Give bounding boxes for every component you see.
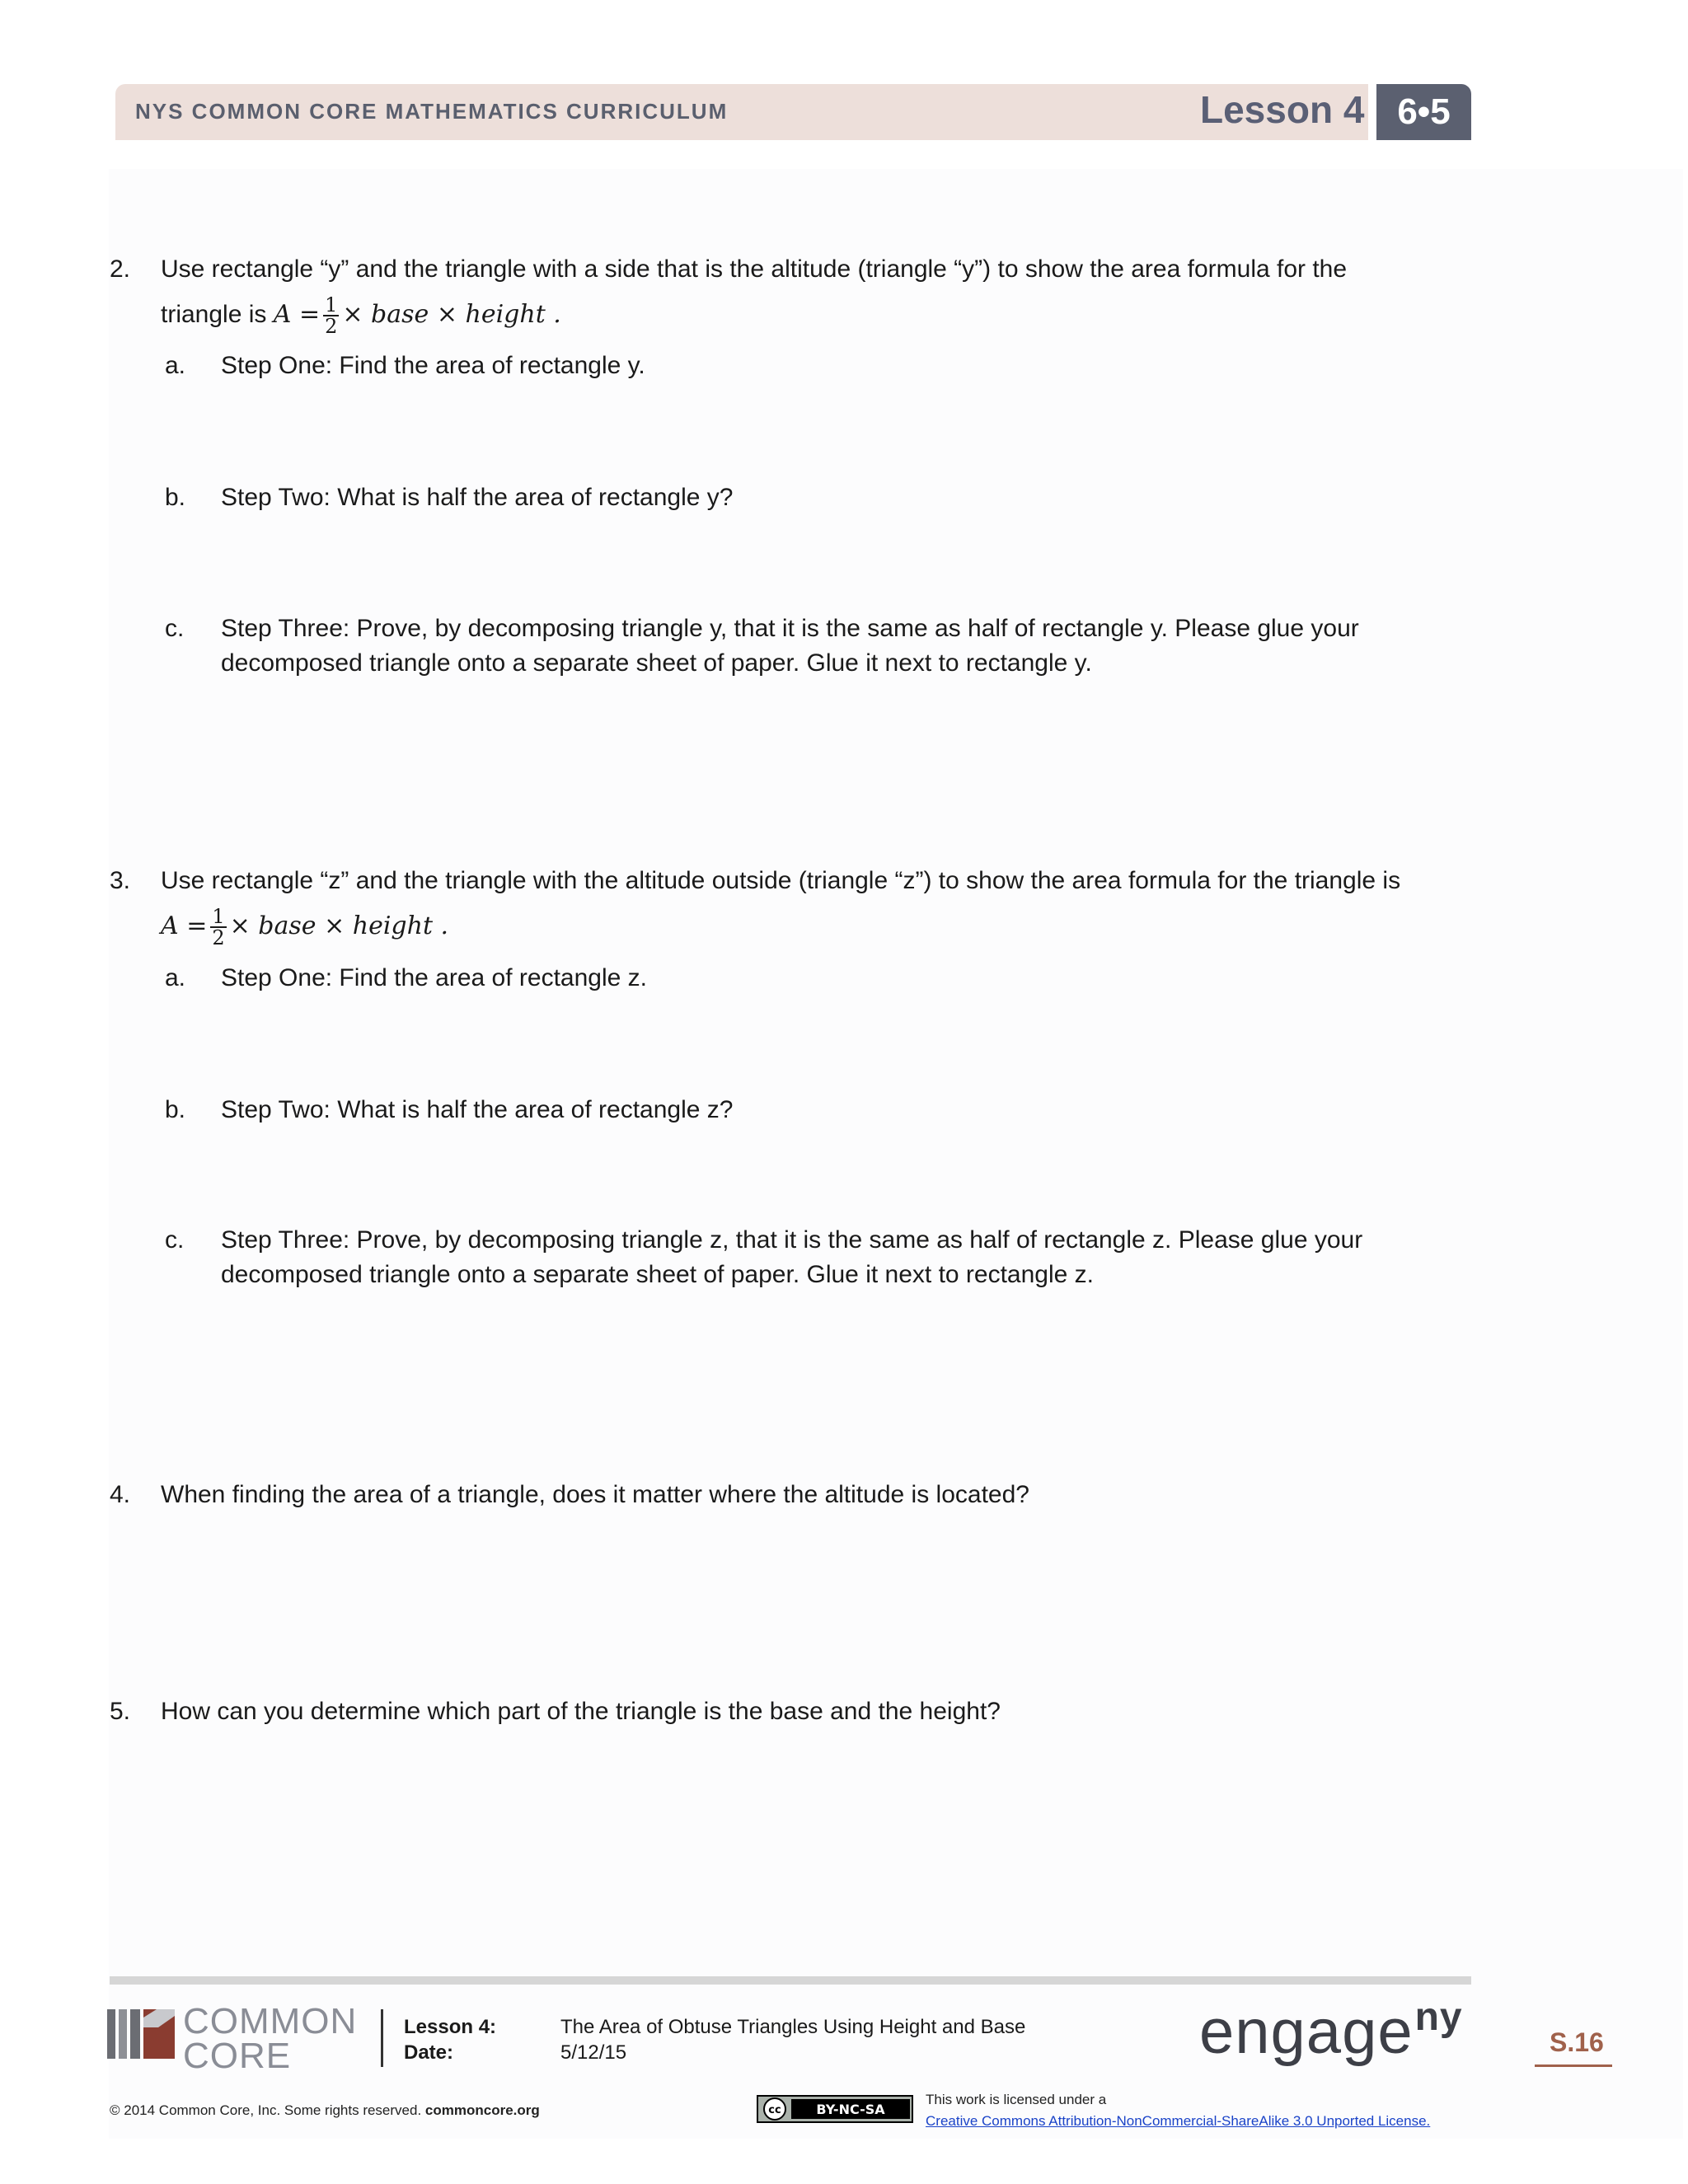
part-text: Step Two: What is half the area of rectangle z? bbox=[221, 1096, 734, 1123]
part-text: Step Two: What is half the area of rectangle y? bbox=[221, 484, 734, 511]
engageny-logo bbox=[1199, 1994, 1463, 2068]
fraction bbox=[210, 907, 226, 948]
engage-superscript: ny bbox=[1414, 1995, 1463, 2039]
part-text: Step Three: Prove, by decomposing triangle y, that it is the same as half of rectangle y. Please glue your bbox=[221, 615, 1359, 642]
formula-rhs: × base × height . bbox=[342, 299, 561, 329]
page-number: S.16 bbox=[1550, 2027, 1604, 2057]
license-text: This work is licensed under a bbox=[926, 2092, 1107, 2107]
common-core-logo-icon bbox=[107, 2008, 175, 2060]
formula-lhs: A = bbox=[161, 911, 208, 940]
formula-rhs: × base × height . bbox=[229, 911, 449, 940]
lesson-title: The Area of Obtuse Triangles Using Height and Base bbox=[560, 2016, 1026, 2038]
engage-wordmark: engage bbox=[1199, 1997, 1414, 2067]
question-number: 4. bbox=[110, 1481, 131, 1508]
svg-text:cc: cc bbox=[768, 2104, 781, 2116]
common-core-wordmark bbox=[183, 2001, 358, 2076]
date-label: Date: bbox=[404, 2041, 454, 2064]
part-text: Step Three: Prove, by decomposing triangle z, that it is the same as half of rectangle z. Please glue your bbox=[221, 1226, 1363, 1254]
copyright-site: commoncore.org bbox=[424, 2102, 540, 2118]
fraction-denominator: 2 bbox=[325, 315, 338, 338]
part-letter: c. bbox=[165, 615, 185, 642]
fraction bbox=[323, 295, 339, 336]
part-text: Step One: Find the area of rectangle y. bbox=[221, 352, 645, 379]
lesson-date: 5/12/15 bbox=[560, 2041, 627, 2064]
license-link[interactable]: Creative Commons Attribution-NonCommercial-ShareAlike 3.0 Unported License. bbox=[926, 2113, 1431, 2129]
copyright bbox=[110, 2102, 540, 2119]
fraction-numerator: 1 bbox=[212, 905, 225, 928]
question-number: 5. bbox=[110, 1698, 131, 1725]
part-letter: a. bbox=[165, 352, 186, 379]
footer-divider bbox=[381, 2009, 383, 2067]
curriculum-title: NYS COMMON CORE MATHEMATICS CURRICULUM bbox=[135, 99, 729, 124]
formula-lhs: A = bbox=[273, 299, 321, 329]
question-formula-line bbox=[161, 907, 448, 948]
footer-rule bbox=[110, 1976, 1471, 1985]
question-text: When finding the area of a triangle, does it matter where the altitude is located? bbox=[161, 1481, 1029, 1508]
part-letter: c. bbox=[165, 1226, 185, 1254]
part-text-continued: decomposed triangle onto a separate sheet of paper. Glue it next to rectangle z. bbox=[221, 1261, 1095, 1288]
lesson-label: Lesson 4 bbox=[1200, 88, 1365, 131]
page-number-underline bbox=[1535, 2064, 1612, 2067]
question-text: triangle is bbox=[161, 300, 267, 328]
logo-line: COMMON bbox=[183, 2001, 358, 2041]
part-text-continued: decomposed triangle onto a separate sheet of paper. Glue it next to rectangle y. bbox=[221, 649, 1092, 677]
part-letter: b. bbox=[165, 1096, 186, 1123]
question-formula-line bbox=[161, 295, 561, 336]
logo-line: CORE bbox=[183, 2036, 292, 2076]
content-area bbox=[109, 169, 1683, 2139]
cc-license-badge-icon bbox=[757, 2095, 913, 2123]
fraction-denominator: 2 bbox=[212, 926, 225, 949]
badge-text: BY-NC-SA bbox=[816, 2102, 885, 2117]
part-letter: a. bbox=[165, 964, 186, 991]
question-number: 3. bbox=[110, 867, 131, 894]
lesson-label: Lesson 4: bbox=[404, 2016, 497, 2038]
part-text: Step One: Find the area of rectangle z. bbox=[221, 964, 647, 991]
fraction-numerator: 1 bbox=[325, 293, 338, 316]
copyright-text: © 2014 Common Core, Inc. Some rights reserved. bbox=[110, 2102, 422, 2118]
question-text: How can you determine which part of the triangle is the base and the height? bbox=[161, 1698, 1001, 1725]
grade-module-badge: 6•5 bbox=[1376, 84, 1471, 140]
part-letter: b. bbox=[165, 484, 186, 511]
question-text: Use rectangle “z” and the triangle with the altitude outside (triangle “z”) to show the area formula for the triangle is bbox=[161, 867, 1401, 894]
question-number: 2. bbox=[110, 255, 131, 283]
question-text: Use rectangle “y” and the triangle with a side that is the altitude (triangle “y”) to show the area formula for the bbox=[161, 255, 1348, 283]
